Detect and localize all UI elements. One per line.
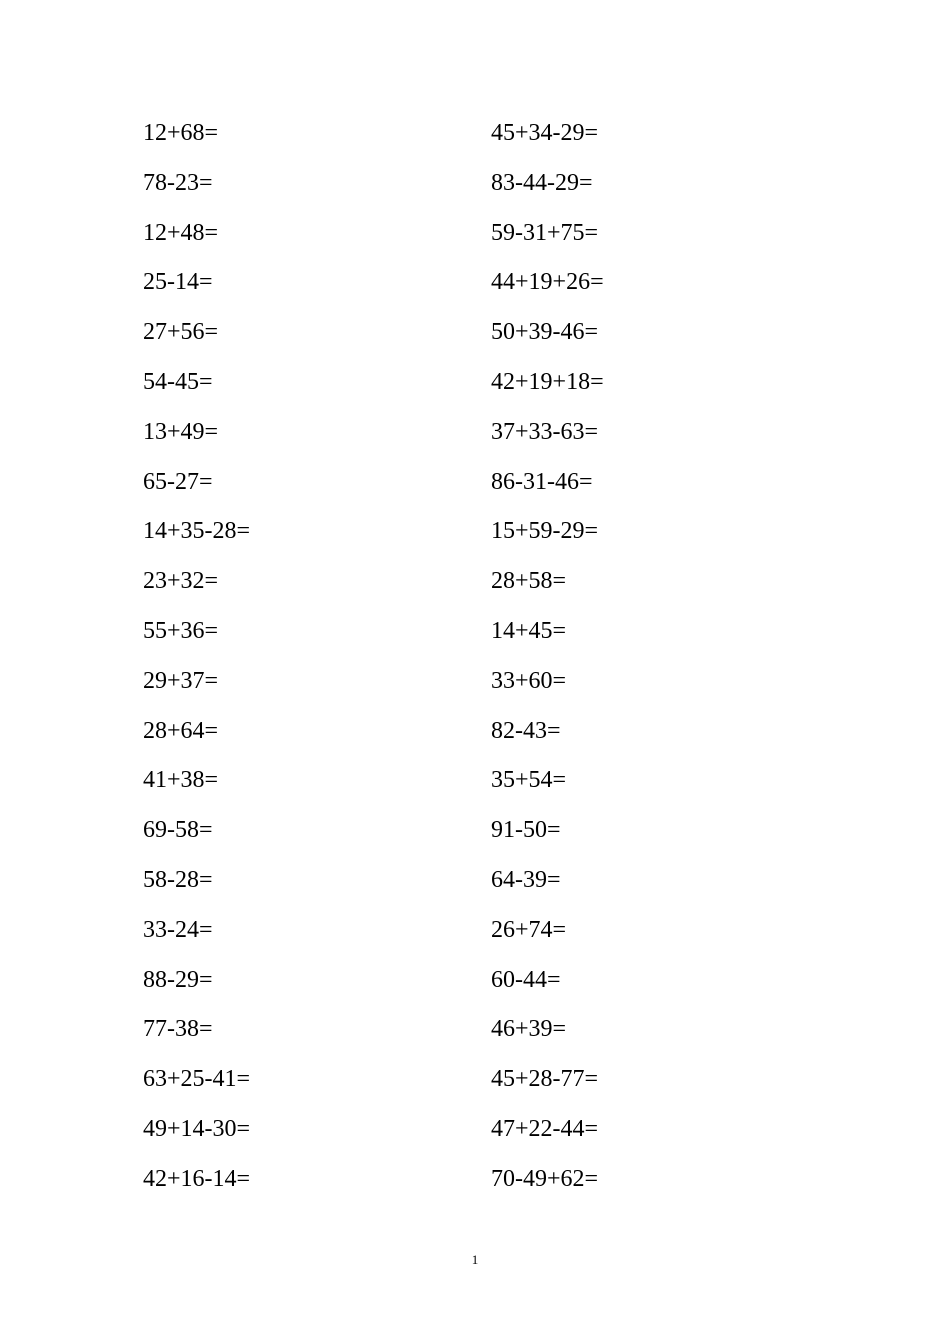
math-problem: 88-29= bbox=[143, 966, 213, 993]
math-problem: 70-49+62= bbox=[491, 1165, 599, 1192]
math-problem: 77-38= bbox=[143, 1016, 213, 1043]
math-problem: 49+14-30= bbox=[143, 1115, 251, 1142]
math-problem: 29+37= bbox=[143, 667, 219, 694]
math-problem: 47+22-44= bbox=[491, 1115, 599, 1142]
math-problem: 64-39= bbox=[491, 866, 561, 893]
math-problem: 82-43= bbox=[491, 717, 561, 744]
math-problem: 42+19+18= bbox=[491, 368, 604, 395]
page-number: 1 bbox=[471, 1252, 479, 1267]
math-problem: 78-23= bbox=[143, 169, 213, 196]
math-problem: 14+45= bbox=[491, 617, 567, 644]
math-problem: 46+39= bbox=[491, 1016, 567, 1043]
math-problem: 45+28-77= bbox=[491, 1066, 599, 1093]
math-problem: 26+74= bbox=[491, 916, 567, 943]
math-problem: 45+34-29= bbox=[491, 120, 599, 146]
math-problem: 35+54= bbox=[491, 767, 567, 794]
math-problem: 50+39-46= bbox=[491, 319, 599, 346]
math-problem: 55+36= bbox=[143, 617, 219, 644]
math-problem: 54-45= bbox=[143, 368, 213, 395]
math-problem: 41+38= bbox=[143, 767, 219, 794]
math-problem: 65-27= bbox=[143, 468, 213, 495]
right-problem-column bbox=[491, 117, 604, 1213]
math-problem: 28+58= bbox=[491, 568, 567, 595]
math-problem: 63+25-41= bbox=[143, 1066, 251, 1093]
math-problem: 37+33-63= bbox=[491, 418, 599, 445]
math-problem: 86-31-46= bbox=[491, 468, 593, 495]
math-problem: 25-14= bbox=[143, 269, 213, 296]
math-problem: 42+16-14= bbox=[143, 1165, 251, 1192]
math-problem: 33-24= bbox=[143, 916, 213, 943]
math-problem: 44+19+26= bbox=[491, 269, 604, 296]
math-problem: 13+49= bbox=[143, 418, 219, 445]
math-problem: 12+48= bbox=[143, 219, 219, 246]
math-problem: 28+64= bbox=[143, 717, 219, 744]
math-problem: 69-58= bbox=[143, 817, 213, 844]
math-problem: 83-44-29= bbox=[491, 169, 593, 196]
math-problem: 15+59-29= bbox=[491, 518, 599, 545]
math-problem: 14+35-28= bbox=[143, 518, 251, 545]
math-problem: 58-28= bbox=[143, 866, 213, 893]
left-problem-column bbox=[143, 117, 250, 1213]
math-problem: 12+68= bbox=[143, 120, 219, 146]
math-problem: 33+60= bbox=[491, 667, 567, 694]
math-problem: 91-50= bbox=[491, 817, 561, 844]
math-problem: 23+32= bbox=[143, 568, 219, 595]
math-problem: 59-31+75= bbox=[491, 219, 599, 246]
math-problem: 27+56= bbox=[143, 319, 219, 346]
math-problem: 60-44= bbox=[491, 966, 561, 993]
